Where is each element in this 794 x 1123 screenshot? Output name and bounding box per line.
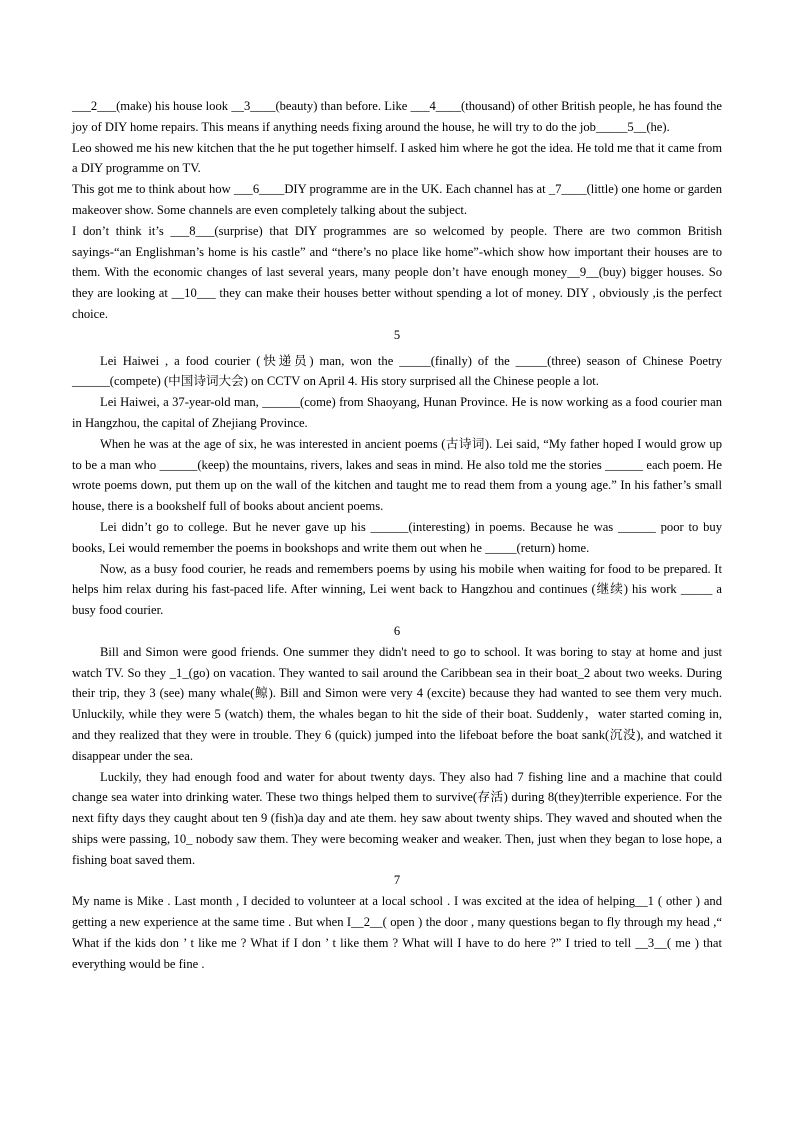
document-page	[72, 96, 722, 974]
s6-paragraph-1: Bill and Simon were good friends. One summer they didn't need to go to school. It was boring to stay at home and just watch TV. So they _1_(go) on vacation. They wanted to sail around the Caribbean sea in their boat_2 about two weeks. During their trip, they 3 (see) many whale(鲸). Bill and Simon were very 4 (excite) because they had wanted to see them very much. Unluckily, while they were 5 (watch) them, the whales began to hit the side of their boat. Suddenly，water started coming in, and they realized that they were in trouble. They 6 (quick) jumped into the lifeboat before the boat sank(沉没), and watched it disappear under the sea.	[72, 644, 722, 763]
s4-paragraph-1: ___2___(make) his house look __3____(beauty) than before. Like ___4____(thousand) of other British people, he has found the joy of DIY home repairs. This means if anything needs fixing around the house, he will try to do the job_____5__(he).	[72, 99, 722, 134]
s5-paragraph-4: Lei didn’t go to college. But he never gave up his ______(interesting) in poems. Because he was ______ poor to buy books, Lei would remember the poems in bookshops and write them out when he _____(return) home.	[72, 519, 722, 555]
section-number-7: 7	[393, 873, 401, 888]
section-number-6: 6	[393, 623, 401, 638]
s4-paragraph-3: This got me to think about how ___6____DIY programme are in the UK. Each channel has at _7____(little) one home or garden makeover show. Some channels are even completely talking about the subject.	[72, 182, 722, 217]
section-number-5: 5	[393, 327, 401, 342]
s5-paragraph-5: Now, as a busy food courier, he reads and remembers poems by using his mobile when waiting for food to be prepared. It helps him relax during his fast-paced life. After winning, Lei went back to Hangzhou and continues (继续) his work _____ a busy food courier.	[72, 561, 722, 618]
s5-paragraph-1: Lei Haiwei , a food courier (快递员) man, won the _____(finally) of the _____(three) season of Chinese Poetry ______(compete) (中国诗词大会) on CCTV on April 4. His story surprised all the Chinese people a lot.	[72, 353, 722, 389]
s5-paragraph-2: Lei Haiwei, a 37-year-old man, ______(come) from Shaoyang, Hunan Province. He is now working as a food courier man in Hangzhou, the capital of Zhejiang Province.	[72, 395, 722, 430]
s5-paragraph-3: When he was at the age of six, he was interested in ancient poems (古诗词). Lei said, “My father hoped I would grow up to be a man who ______(keep) the mountains, rivers, lakes and seas in mind. He also told me the stories ______ each poem. He wrote poems down, put them up on the wall of the kitchen and taught me to read them from a young age.” In his father’s small house, there is a bookshelf full of books about ancient poems.	[72, 436, 722, 514]
s4-paragraph-2: Leo showed me his new kitchen that the he put together himself. I asked him where he got the idea. He told me that it came from a DIY programme on TV.	[72, 140, 722, 176]
s6-paragraph-2: Luckily, they had enough food and water for about twenty days. They also had 7 fishing line and a machine that could change sea water into drinking water. These two things helped them to survive(存活) during 8(they)terrible experience. For the next fifty days they caught about ten 9 (fish)a day and ate them. hey saw about twenty ships. They waved and shouted when the ships were passing, 10_ nobody saw them. They were becoming weaker and weaker. Then, just when they began to lose hope, a fishing boat saved them.	[72, 769, 722, 867]
s7-paragraph-1: My name is Mike . Last month , I decided to volunteer at a local school . I was excited at the idea of helping__1 ( other ) and getting a new experience at the same time . But when I__2__( open ) the door , many questions began to fly through my head ,“ What if the kids don ’ t like me ? What if I don ’ t like them ? What will I have to do here ?” I tried to tell __3__( me ) that everything would be fine .	[72, 894, 722, 971]
s4-paragraph-4: I don’t think it’s ___8___(surprise) that DIY programmes are so welcomed by people. There are two common British sayings-“an Englishman’s home is his castle” and “there’s no place like home”-which show how important their houses are to them. With the economic changes of last several years, many people don’t have enough money__9__(buy) bigger houses. So they are looking at __10___ they can make their houses better without spending a lot of money. DIY , obviously ,is the perfect choice.	[72, 223, 722, 321]
